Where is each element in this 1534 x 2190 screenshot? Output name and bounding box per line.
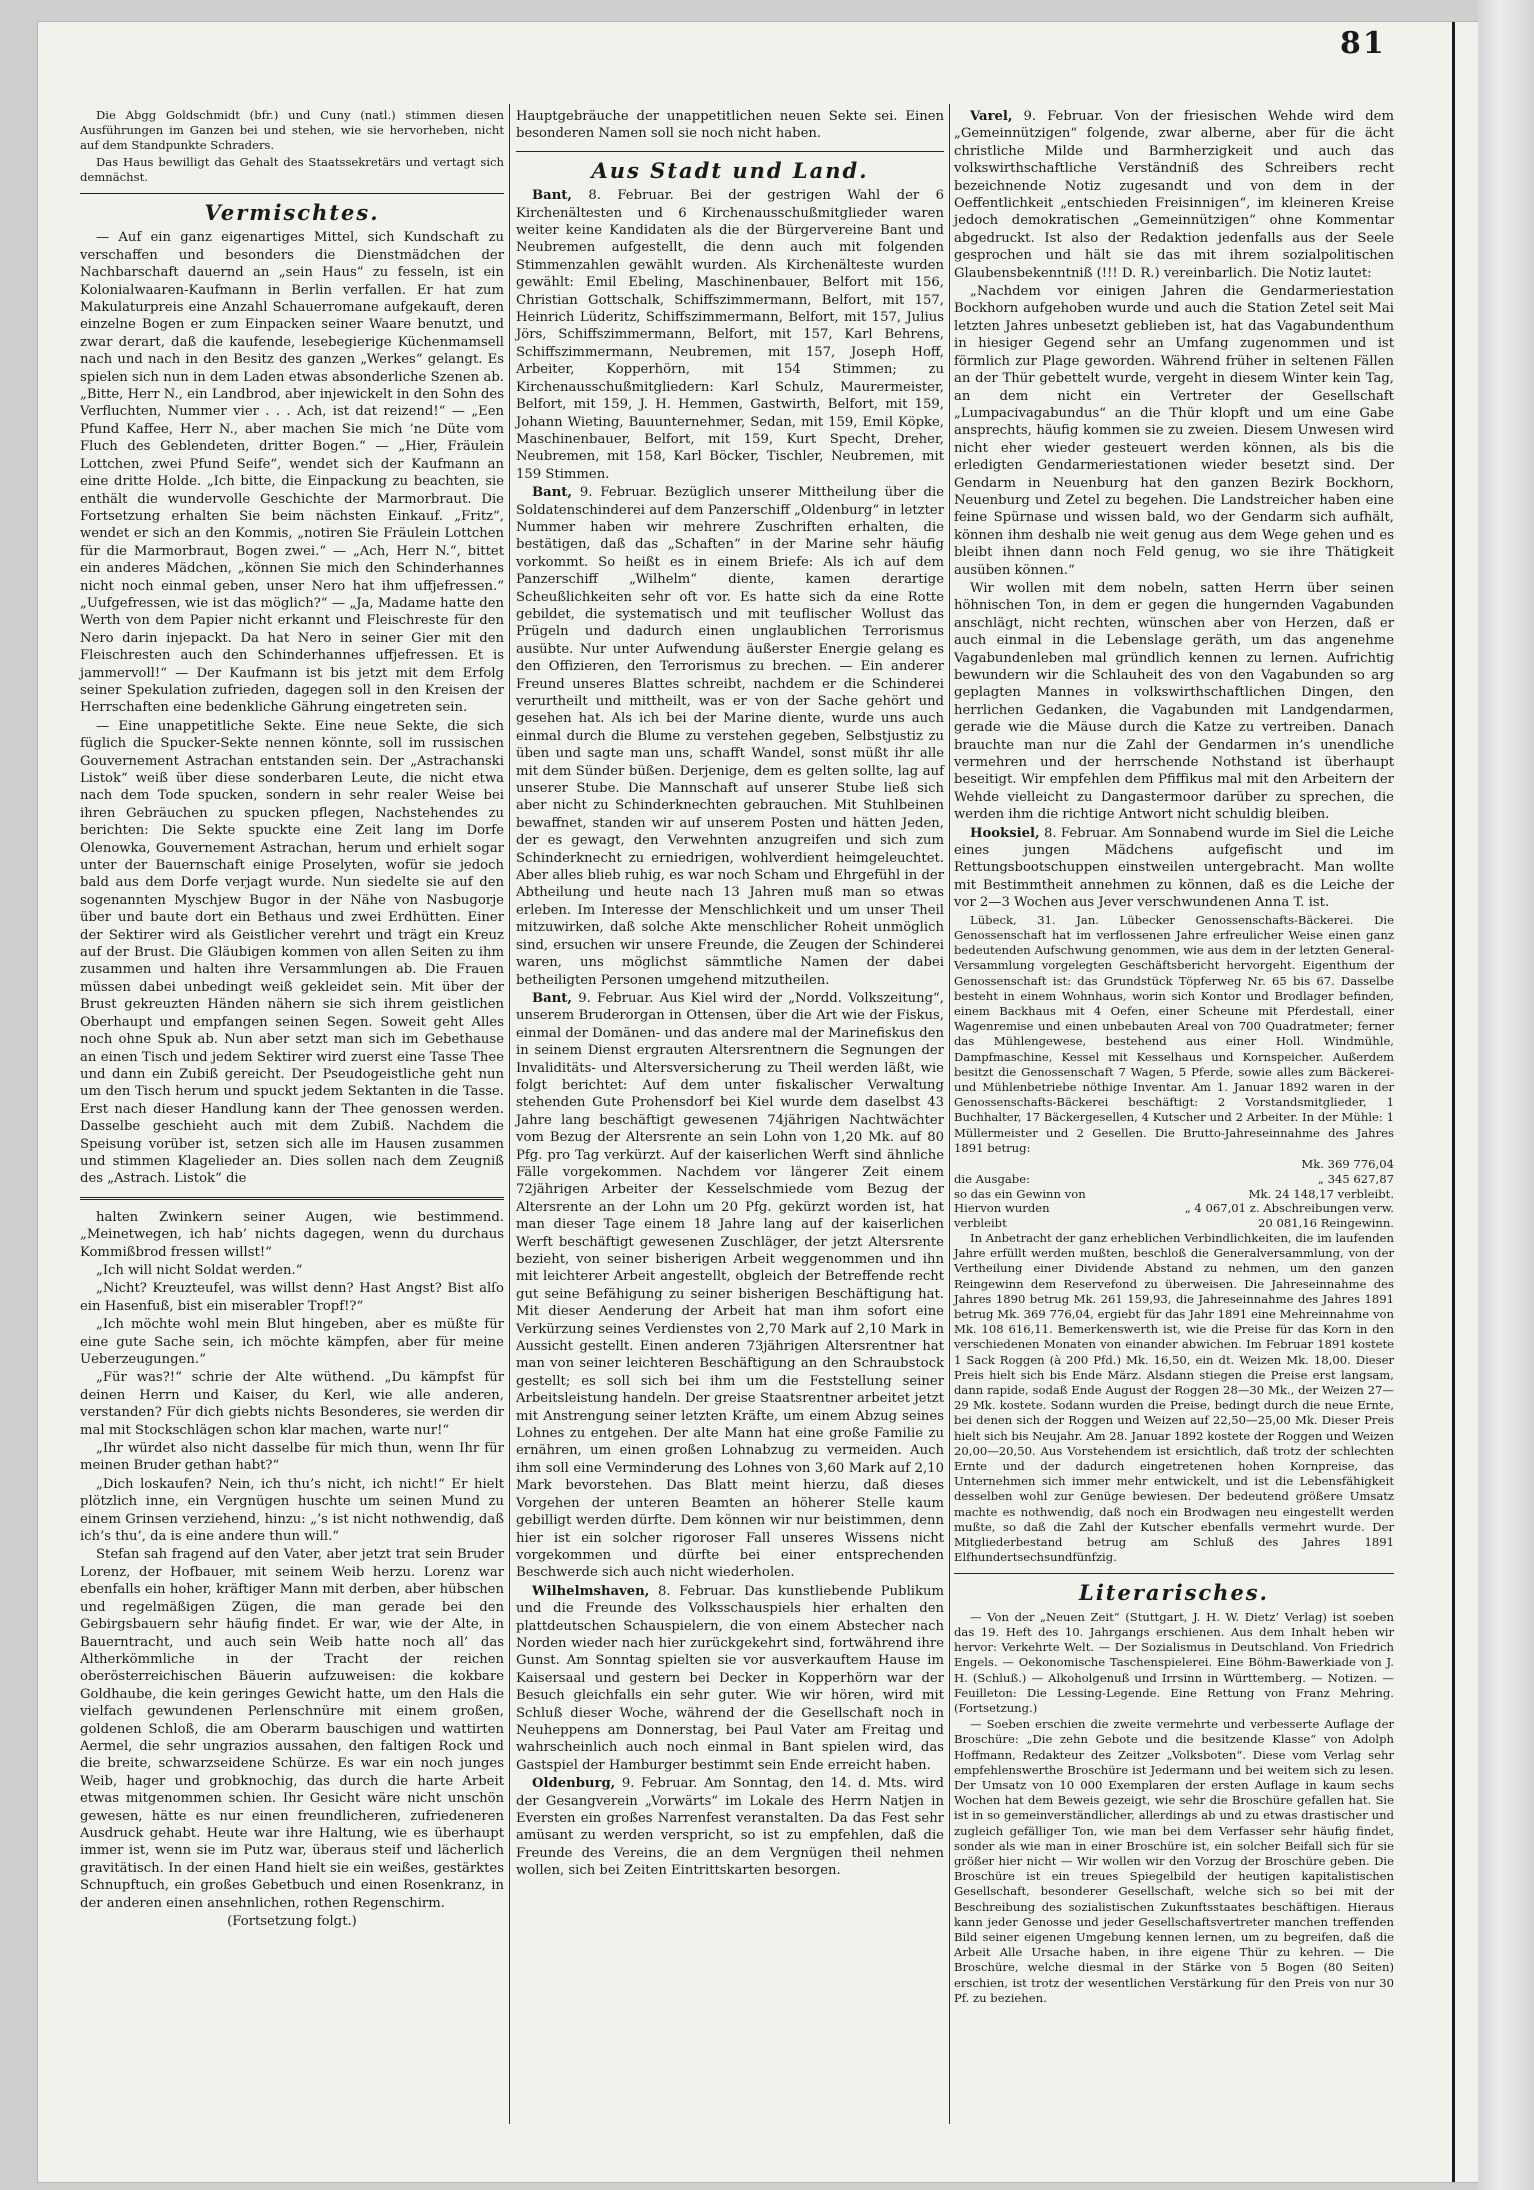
luebeck-report: Lübeck, 31. Jan. Lübecker Genossenschafts-Bäckerei. Die Genossenschaft hat im verflossenen Jahre erfreulicher Weise einen ganz bedeutenden Aufschwung genommen, wie aus dem in der letzten General-Versammlung vorgelegten Geschäftsbericht hervorgeht. Eigenthum der Genossenschaft ist: das Grundstück Töpferweg Nr. 65 bis 67. Dasselbe besteht in einem Wohnhaus, worin sich Kontor und Brodlager befinden, einem Backhaus mit 4 Oefen, einer Scheune mit Pferdestall, einer Wagenremise und einen unbebauten Areal von 700 Quadratmeter; ferner das Mühlengewese, bestehend aus einer Holl. Windmühle, Dampfmaschine, Kessel mit Kesselhaus und Kornspeicher. Außerdem besitzt die Genossenschaft 7 Wagen, 5 Pferde, sowie alles zum Bäckerei- und Mühlenbetriebe nöthige Inventar. Am 1. Januar 1892 waren in der Genossenschafts-Bäckerei beschäftigt: 2 Vorstandsmitglieder, 1 Buchhalter, 17 Bäckergesellen, 4 Kutscher und 2 Arbeiter. In der Mühle: 1 Müllermeister und 2 Gesellen. Die Brutto-Jahreseinnahme des Jahres 1891 betrug:	[954, 912, 1394, 1155]
section-heading-vermischtes: Vermischtes.	[204, 200, 380, 226]
commentary: Wir wollen mit dem nobeln, satten Herrn über seinen höhnischen Ton, in dem er gegen die hungernden Vagabunden anschlägt, nicht rechten, wünschen aber von Herzen, daß er auch einmal in die Lebenslage geräth, um das angenehme Vagabundenleben mal gründlich kennen zu lernen. Aufrichtig bewundern wir die Schlauheit des von den Vagabunden so arg geplagten Mannes in volkswirthschaftlichen Dingen, den herrlichen Gedanken, die Vagabunden mit Landgendarmen, gerade wie die Mäuse durch die Katze zu vertreiben. Danach brauchte man nur die Zahl der Gendarmen in’s unendliche vermehren und der herrschende Nothstand ist überhaupt beseitigt. Wir empfehlen dem Pfiffikus mal mit den Arbeitern der Wehde vielleicht zu Dangastermoor darüber zu sprechen, die werden ihm die richtige Antwort nicht schuldig bleiben.	[954, 580, 1394, 823]
dateline-place: Bant,	[532, 188, 572, 204]
parliament-note: Das Haus bewilligt das Gehalt des Staatssekretärs und vertagt sich demnächst.	[80, 154, 504, 184]
table-row: verbleibt 20 081,16 Reingewinn.	[954, 1216, 1394, 1231]
divider	[80, 193, 504, 194]
story-paragraph: „Ich möchte wohl mein Blut hingeben, aber es müßte für eine gute Sache sein, ich möchte kämpfen, aber für meine Ueberzeugungen.“	[80, 1317, 504, 1368]
news-item	[516, 187, 944, 483]
page-number: 81	[1340, 26, 1386, 61]
literary-notice: — Soeben erschien die zweite vermehrte und verbesserte Auflage der Broschüre: „Die zehn Gebote und die besitzende Klasse“ von Adolph Hoffmann, Redakteur des Zeitzer „Volksboten“. Diese vom Verlag sehr empfehlenswerthe Broschüre ist Jedermann und bei weitem sich zu lesen. Der Umsatz von 10 000 Exemplaren der ersten Auflage in kaum sechs Wochen hat dem Beweis gezeigt, wie sehr die Broschüre gefallen hat. Sie ist in so gemeinverständlicher, allerdings ab und zu etwas drastischer und zugleich gefälliger Ton, wie man bei dem Verfasser sehr häufig findet, sonder als wie man in einer Broschüre ist, ein solcher Beifall sich für sie größer hier nicht — Wir wollen wir den Vorzug der Broschüre geben. Die Broschüre ist ein treues Spiegelbild der heutigen kapitalistischen Gesellschaft, besonderer Gesellschaft, welche sich so bei mit der Beschreibung des sozialistischen Zukunftsstaates beschäftigen. Hieraus kann jeder Genosse und jeder Gesellschaftsvertreter manchen treffenden Bild seiner eigenen Umgebung kennen lernen, um zu begreifen, daß die Arbeit Alle Ursache haben, in ihre eigene Thür zu kehren. — Die Broschüre, welche diesmal in der Stärke von 5 Bogen (80 Seiten) erschien, ist trotz der wesentlichen Verstärkung für den Preis von nur 30 Pf. zu beziehen.	[954, 1717, 1394, 2005]
dateline-place: Bant,	[532, 485, 572, 501]
news-item	[954, 825, 1394, 912]
article-paragraph: — Eine unappetitliche Sekte. Eine neue Sekte, die sich füglich die Spucker-Sekte nennen könnte, soll im russischen Gouvernement Astrachan entstanden sein. Der „Astrachanski Listok“ weiß über diese sonderbaren Leute, die nicht etwa nach dem Tode spucken, sondern in sehr realer Weise bei ihren Gebräuchen zu spucken pflegen, Nachstehendes zu berichten: Die Sekte spuckte eine Zeit lang im Dorfe Olenowka, Gouvernement Astrachan, herum und erhielt sogar unter der Bauernschaft einige Proselyten, wofür sie jedoch bald aus dem Dorfe verjagt wurde. Nun siedelte sie auf den sogenannten Myschjew Bugor in der Nähe von Nasbugorje über und baute dort ein Bethaus und zwei Erdhütten. Einer der Sektirer wird als Geistlicher verehrt und trägt ein Kreuz auf der Brust. Die Gläubigen kommen von allen Seiten zu ihm zusammen und halten ihre Versammlungen ab. Die Frauen müssen dabei unbedingt weiß gekleidet sein. Mit über der Brust gekreuzten Händen nähern sie sich ihrem geistlichen Oberhaupt und empfangen seinen Segen. Soweit geht Alles noch ohne Spuk ab. Nun aber setzt man sich im Gebethause an einen Tisch und jedem Sektirer wird zuerst eine Tasse Thee und dann ein Zubiß gereicht. Der Pseudogeistliche geht nun um den Tisch herum und spuckt jedem Sektanten in die Tasse. Erst nach dieser Handlung kann der Thee genossen werden. Dasselbe geschieht auch mit dem Zubiß. Nachdem die Speisung vorüber ist, setzen sich alle im Hausen zusammen und stimmen Klagelieder an. Dies sollen nach dem Zeugniß des „Astrach. Listok“ die	[80, 718, 504, 1187]
news-item	[516, 1775, 944, 1879]
section-heading-literarisches: Literarisches.	[1079, 1580, 1269, 1606]
divider	[516, 151, 944, 152]
news-item	[516, 1583, 944, 1774]
column-middle	[516, 108, 944, 1881]
column-right	[954, 108, 1394, 2007]
news-text: 8. Februar. Am Sonnabend wurde im Siel die Leiche eines jungen Mädchens aufgefischt und im Rettungsbootschuppen einstweilen untergebracht. Man wollte mit Bestimmtheit annehmen zu können, daß es die Leiche der vor 2—3 Wochen aus Jever verschwundenen Anna T. ist.	[954, 825, 1394, 911]
news-item	[516, 484, 944, 989]
scan-margin	[1478, 0, 1534, 2190]
article-paragraph: Hauptgebräuche der unappetitlichen neuen Sekte sei. Einen besonderen Namen soll sie noch nicht haben.	[516, 109, 944, 142]
article-paragraph: — Auf ein ganz eigenartiges Mittel, sich Kundschaft zu verschaffen und besonders die Dienstmädchen der Nachbarschaft dauernd an „sein Haus“ zu fesseln, ist ein Kolonialwaaren-Kaufmann in Berlin verfallen. Er hat zum Makulaturpreis eine Anzahl Schauerromane aufgekauft, deren einzelne Bogen er zum Einpacken seiner Waare benutzt, und zwar derart, daß die kaufende, lesebegierige Küchenmamsell nach und nach in den Besitz des ganzen „Werkes“ gelangt. Es spielen sich nun in dem Laden etwas absonderliche Szenen ab. „Bitte, Herr N., ein Landbrod, aber injewickelt in den Sohn des Verfluchten, Nummer vier . . . Ach, ist dat reizend!“ — „Een Pfund Kaffee, Herr N., aber machen Sie mich ’ne Düte vom Fluch des Geblendeten, dritter Bogen.“ — „Hier, Fräulein Lottchen, zwei Pfund Seife“, wendet sich der Kaufmann an eine dritte Holde. „Ich bitte, die Einpackung zu beachten, sie enthält die wundervolle Geschichte der Marmorbraut. Die Fortsetzung erhalten Sie beim nächsten Einkauf. „Fritz“, wendet er sich an den Kommis, „notiren Sie Fräulein Lottchen für die Marmorbraut, Bogen zwei.“ — „Ach, Herr N.“, bittet ein anderes Mädchen, „können Sie mich den Schinderhannes nicht noch einmal geben, unser Nero hat ihm uffjefressen.“ „Uufgefressen, wie ist das möglich?“ — „Ja, Madame hatte den Werth von dem Papier nicht erkannt und Fleischreste für den Nero darin injepackt. Da hat Nero in seiner Gier mit den Fleischresten auch den Schinderhannes uffjefressen. Et is jammervoll!“ — Der Kaufmann ist bis jetzt mit dem Erfolg seiner Spekulation zufrieden, dagegen soll in den Kreisen der Herrschaften eine bedenkliche Gährung eingetreten sein.	[80, 230, 504, 716]
story-paragraph: „Für was?!“ schrie der Alte wüthend. „Du kämpfst für deinen Herrn und Kaiser, du Kerl, wie alle anderen, verstanden? Für dich giebts nichts Besonderes, sie werden dir mal mit Stockschlägen schon klar machen, warte nur!“	[80, 1370, 504, 1438]
feuilleton-divider	[80, 1197, 504, 1200]
divider	[954, 1573, 1394, 1574]
luebeck-report: In Anbetracht der ganz erheblichen Verbindlichkeiten, die im laufenden Jahre erfüllt werden mußten, beschloß die Generalversammlung, von der Vertheilung einer Dividende Abstand zu nehmen, um den ganzen Reingewinn dem Reservefond zu überweisen. Die Jahreseinnahme des Jahres 1890 betrug Mk. 261 159,93, die Jahreseinnahme des Jahres 1891 betrug Mk. 369 776,04, ergiebt für das Jahr 1891 eine Mehreinnahme von Mk. 108 616,11. Bemerkenswerth ist, wie die Preise für das Korn in den verschiedenen Monaten von einander abwichen. Im Februar 1891 kostete 1 Sack Roggen (à 200 Pfd.) Mk. 16,50, ein dt. Weizen Mk. 18,00. Dieser Preis hielt sich bis Ende März. Alsdann stiegen die Preise erst langsam, dann rapide, sodaß Ende August der Roggen 28—30 Mk., der Weizen 27—29 Mk. kostete. Sodann wurden die Preise, bedingt durch die neue Ernte, bei denen sich der Roggen und Weizen auf 22,50—25,00 Mk. Dieser Preis hielt sich bis Neujahr. Am 28. Januar 1892 kostete der Roggen und Weizen 20,00—20,50. Aus Vorstehendem ist ersichtlich, daß trotz der schlechten Ernte und der dadurch eingetretenen hohen Kornpreise, das Unternehmen sich immer mehr entwickelt, und ist die Lebensfähigkeit desselben wohl zur Genüge bewiesen. Der bedeutend größere Umsatz machte es nothwendig, daß noch ein Brodwagen neu eingestellt werden mußte, so daß die Zahl der Kutscher ebenfalls vermehrt wurde. Der Mitgliederbestand betrug am Schluß des Jahres 1891 Elfhundertsechsundfünfzig.	[954, 1230, 1395, 1565]
story-paragraph: Stefan sah fragend auf den Vater, aber jetzt trat sein Bruder Lorenz, der Hofbauer, mit seinem Weib herzu. Lorenz war ebenfalls ein hoher, kräftiger Mann mit derben, aber hübschen und regelmäßigen Zügen, die man gerade bei den Gebirgsbauern sehr häufig findet. Er war, wie der Alte, in Bauerntracht, und auch sein Weib hatte noch all’ das Altherkömmliche in der Tracht der reichen oberösterreichischen Bäuerin aufzuweisen: die kokbare Goldhaube, die kein geringes Gewicht hatte, um den Hals die vielfach gewundenen Perlenschnüre mit einem großen, goldenen Schloß, die am Oberarm bauschigen und wattirten Aermel, die sehr ungrazios aussahen, den faltigen Rock und die breite, schwarzseidene Schürze. Es war ein noch junges Weib, hager und grobknochig, das durch die harte Arbeit etwas mitgenommen schien. Ihr Gesicht wäre nicht unschön gewesen, hätte es nur einen freundlicheren, zufriedeneren Ausdruck gehabt. Heute war ihre Haltung, wie es überhaupt immer ist, wenn sie im Putz war, überaus steif und lächerlich gravitätisch. In der einen Hand hielt sie ein weißes, gestärktes Schnupftuch, ein großes Gebetbuch und einen Rosenkranz, in der anderen einen ansehnlichen, rothen Regenschirm.	[80, 1547, 504, 1911]
news-text: 8. Februar. Bei der gestrigen Wahl der 6 Kirchenältesten und 6 Kirchenausschußmitglieder waren weiter keine Kandidaten als die der Bürgervereine Bant und Neubremen aufgestellt, die denn auch mit folgenden Stimmenzahlen gewählt wurden. Als Kirchenälteste wurden gewählt: Emil Ebeling, Maschinenbauer, Belfort mit 156, Christian Gottschalk, Schiffszimmermann, Belfort, mit 157, Heinrich Lüderitz, Schiffszimmermann, Belfort, mit 157, Julius Jörs, Schiffszimmermann, Belfort, mit 157, Karl Behrens, Schiffszimmermann, Neubremen, mit 157, Joseph Hoff, Arbeiter, Kopperhörn, mit 154 Stimmen; zu Kirchenausschußmitgliedern: Karl Schulz, Maurermeister, Belfort, mit 159, J. H. Hemmen, Gastwirth, Belfort, mit 159, Johann Wieting, Bauunternehmer, Sedan, mit 159, Emil Köpke, Maschinenbauer, Belfort, mit 159, Kurt Specht, Dreher, Neubremen, mit 158, Karl Böcker, Tischler, Neubremen, mit 159 Stimmen.	[516, 188, 944, 482]
story-paragraph: „Dich loskaufen? Nein, ich thu’s nicht, ich nicht!“ Er hielt plötzlich inne, ein Vergnügen huschte um seinen Mund zu einem Grinsen verziehend, hinzu: „’s ist nicht nothwendig, daß ich’s thu’, da is eine andere thun will.“	[80, 1476, 504, 1545]
table-row: Hiervon wurden „ 4 067,01 z. Abschreibungen verw.	[954, 1201, 1394, 1216]
finance-table	[954, 1157, 1394, 1231]
page-fold-line	[1452, 22, 1455, 2182]
column-rule	[949, 104, 950, 2124]
story-paragraph: halten Zwinkern seiner Augen, wie bestimmend. „Meinetwegen, ich hab’ nichts dagegen, wenn du durchaus Kommißbrod fressen willst!“	[80, 1209, 504, 1260]
literary-notice: — Von der „Neuen Zeit“ (Stuttgart, J. H. W. Dietz’ Verlag) ist soeben das 19. Heft des 10. Jahrgangs erschienen. Aus dem Inhalt heben wir hervor: Verkehrte Welt. — Der Sozialismus in Deutschland. Von Friedrich Engels. — Oekonomische Taschenspielerei. Eine Böhm-Bawerkiade von J. H. (Schluß.) — Alkoholgenuß und Irrsinn in Württemberg. — Notizen. — Feuilleton: Die Lessing-Legende. Eine Rettung von Franz Mehring. (Fortsetzung.)	[954, 1609, 1394, 1716]
story-paragraph: „Ihr würdet also nicht dasselbe für mich thun, wenn Ihr für meinen Bruder gethan habt?“	[80, 1441, 504, 1474]
dateline-place: Bant,	[532, 990, 572, 1006]
dateline-place: Oldenburg,	[532, 1776, 616, 1792]
dateline-place: Wilhelmshaven,	[532, 1583, 650, 1599]
table-row: die Ausgabe: „ 345 627,87	[954, 1171, 1394, 1186]
continuation-note: (Fortsetzung folgt.)	[227, 1914, 357, 1930]
news-text: 9. Februar. Von der friesischen Wehde wird dem „Gemeinnützigen“ folgende, zwar alberne, aber für die ächt christliche Milde und Barmherzigkeit und auch das volkswirthschaftliche Verständniß des Schreibers recht bezeichnende Notiz zugesandt und von dem in der Oeffentlichkeit „entschieden Freisinnigen“, im kleineren Kreise jedoch demokratischen „Gemeinnützigen“ ohne Kommentar abgedruckt. Ist also der Redaktion jedenfalls aus der Seele gesprochen und hält sie das mit ihrem sozialpolitischen Glaubensbekenntniß (!!! D. R.) vereinbarlich. Die Notiz lautet:	[954, 109, 1394, 281]
quoted-notice: „Nachdem vor einigen Jahren die Gendarmeriestation Bockhorn aufgehoben wurde und auch die Station Zetel seit Mai letzten Jahres unbesetzt geblieben ist, hat das Vagabundenthum in hiesiger Gegend sehr an Umfang zugenommen und ist förmlich zur Plage geworden. Während früher in seltenen Fällen an der Thür gebettelt wurde, vergeht in diesem Winter kein Tag, an dem nicht ein Vertreter der Gesellschaft „Lumpacivagabundus“ an die Thür klopft und um eine Gabe ansprechts, häufig kommen sie zu zweien. Diesem Unwesen wird nicht eher wieder gesteuert werden können, als bis die erledigten Gendarmeriestationen wieder besetzt sind. Der Gendarm in Neuenburg hat den ganzen Bezirk Bockhorn, Neuenburg und Zetel zu begehen. Die Landstreicher haben eine feine Spürnase und wissen bald, wo der Gendarm sich aufhält, können ihm deshalb nie weit genug aus dem Wege gehen und es bleibt ihnen dann noch Feld genug, wo sie ihre Thätigkeit ausüben können.“	[954, 284, 1394, 578]
column-rule	[509, 104, 510, 2124]
news-text: 8. Februar. Das kunstliebende Publikum und die Freunde des Volksschauspiels hier erhalten den plattdeutschen Schauspielern, die von einem Abstecher nach Norden wieder nach hier zurückgekehrt sind, fortwährend ihre Gunst. Am Sonntag spielten sie vor ausverkauftem Hause im Kaisersaal und gestern bei Decker in Kopperhörn war der Besuch gleichfalls ein sehr guter. Wie wir hören, wird mit Schluß dieser Woche, während der die Gesellschaft noch in Neuheppens am Donnerstag, bei Paul Vater am Freitag und wahrscheinlich auch noch einmal in Bant spielen wird, das Gastspiel der Hamburger bestimmt sein Ende erreicht haben.	[516, 1583, 945, 1773]
news-text: 9. Februar. Bezüglich unserer Mittheilung über die Soldatenschinderei auf dem Panzerschiff „Oldenburg“ in letzter Nummer haben wir mehrere Zuschriften erhalten, die bestätigen, daß das „Schaften“ in der Marine sehr häufig vorkommt. So heißt es in einem Briefe: Als ich auf dem Panzerschiff „Wilhelm“ diente, kamen derartige Scheußlichkeiten sehr oft vor. Es hatte sich da eine Rotte gebildet, die systematisch und mit teuflischer Wollust das Prügeln und dadurch einen unglaublichen Terrorismus ausübte. Nur unter Aufwendung äußerster Energie gelang es den Offizieren, den Terrorismus zu brechen. — Ein anderer Freund unseres Blattes schreibt, nachdem er die Schinderei verurtheilt und mittheilt, was er von der Sache gehört und gesehen hat. Als ich bei der Marine diente, wurde uns auch einmal durch die Blume zu verstehen gegeben, Selbstjustiz zu üben und sagte man uns, schafft Wandel, sonst müßt ihr alle mit dem Sünder büßen. Derjenige, dem es gelten sollte, lag auf unserer Stube. Die Mannschaft auf unserer Stube ließ sich aber nicht zu Schinderknechten gebrauchen. Mit Stuhlbeinen bewaffnet, standen wir auf unserem Posten und hätten Jeden, der es gewagt, den Verwehnten anzugreifen und sich zum Schinderknecht zu erniedrigen, wohlverdient heimgeleuchtet. Aber alles blieb ruhig, es war noch Scham und Ehrgefühl in der Abtheilung und heute nach 13 Jahren muß man so etwas erleben. Im Interesse der Menschlichkeit und um unser Theil mitzuwirken, daß solche Akte menschlicher Roheit unmöglich sind, ersuchen wir unsere Freunde, die Zeugen der Schinderei waren, uns möglichst sämmtliche Namen der dabei betheiligten Personen umgehend mitzutheilen.	[516, 485, 944, 988]
news-text: 9. Februar. Am Sonntag, den 14. d. Mts. wird der Gesangverein „Vorwärts“ im Lokale des Herrn Natjen in Eversten ein großes Narrenfest veranstalten. Da das Fest sehr amüsant zu werden verspricht, so ist zu empfehlen, daß die Freunde des Vereins, die an dem Vergnügen theil nehmen wollen, sich bei Zeiten Eintrittskarten besorgen.	[516, 1776, 944, 1879]
dateline-place: Hooksiel,	[970, 825, 1040, 841]
news-item	[954, 108, 1394, 282]
section-heading-stadt-und-land: Aus Stadt und Land.	[591, 157, 869, 183]
table-row: so das ein Gewinn von Mk. 24 148,17 verbleibt.	[954, 1186, 1394, 1201]
news-text: 9. Februar. Aus Kiel wird der „Nordd. Volkszeitung“, unserem Bruderorgan in Ottensen, über die Art wie der Fiskus, einmal der Domänen- und das andere mal der Marinefiskus den in seinem Dienst ergrauten Altersrentnern die Segnungen der Invaliditäts- und Altersversicherung zu Theil werden läßt, wie folgt berichtet: Auf dem unter fiskalischer Verwaltung stehenden Gute Prohensdorf bei Kiel wurde dem daselbst 43 Jahre lang beschäftigt gewesenen 74jährigen Nachtwächter vom Bezug der Altersrente an sein Lohn von 1,20 Mk. auf 80 Pfg. pro Tag verkürzt. Auf der kaiserlichen Werft sind ähnliche Fälle vorgekommen. Nachdem vor längerer Zeit einem 72jährigen Arbeiter der Kesselschmiede vom Bezug der Altersrente an der Lohn um 20 Pfg. gekürzt worden ist, hat man dieser Tage einem 18 Jahre lang auf der kaiserlichen Werft beschäftigt gewesenen Zuschläger, der jetzt Altersrente bezieht, von seiner bisherigen Arbeit weggenommen und ihn mit leichterer Arbeit angestellt, obgleich der Betreffende recht gut seine Befähigung zu seiner bisherigen Beschäftigung hat. Mit dieser Aenderung der Arbeit hat man ihm sofort eine Verkürzung seines Verdienstes von 2,70 Mark auf 2,10 Mark in Aussicht gestellt. Einen anderen 73jährigen Altersrentner hat man von seiner leichteren Beschäftigung an den Schraubstock gestellt; es soll sich bei ihm um die Feststellung seiner Arbeitsleistung handeln. Der greise Staatsrentner arbeitet jetzt mit Anstrengung seiner letzten Kräfte, um einem Abzug seines Lohnes zu entgehen. Der alte Mann hat eine große Familie zu ernähren, um einen großen Lohnabzug zu vermeiden. Auch ihm soll eine Verminderung des Lohnes von 3,60 Mark auf 2,10 Mark bevorstehen. Das Blatt meint hierzu, daß dieses Vorgehen der unteren Beamten an höherer Stelle kaum gebilligt werden dürfte. Dem können wir nur beistimmen, denn hier ist ein solcher rigoroser Fall unseres Wissens nicht vorgekommen und dürfte bei einer entsprechenden Beschwerde sich auch nicht wiederholen.	[516, 990, 944, 1581]
parliament-note: Die Abgg Goldschmidt (bfr.) und Cuny (natl.) stimmen diesen Ausführungen im Ganzen bei und stehen, wie sie hervorheben, nicht auf dem Standpunkte Schraders.	[80, 108, 504, 153]
news-item	[516, 990, 944, 1582]
story-paragraph: „Ich will nicht Soldat werden.“	[96, 1262, 303, 1278]
story-paragraph: „Nicht? Kreuzteufel, was willst denn? Hast Angst? Bist alſo ein Hasenfuß, bist ein miserabler Tropf!?“	[80, 1281, 504, 1314]
table-row: Mk. 369 776,04	[1301, 1156, 1394, 1171]
column-left	[80, 108, 504, 1931]
dateline-place: Varel,	[970, 109, 1013, 124]
